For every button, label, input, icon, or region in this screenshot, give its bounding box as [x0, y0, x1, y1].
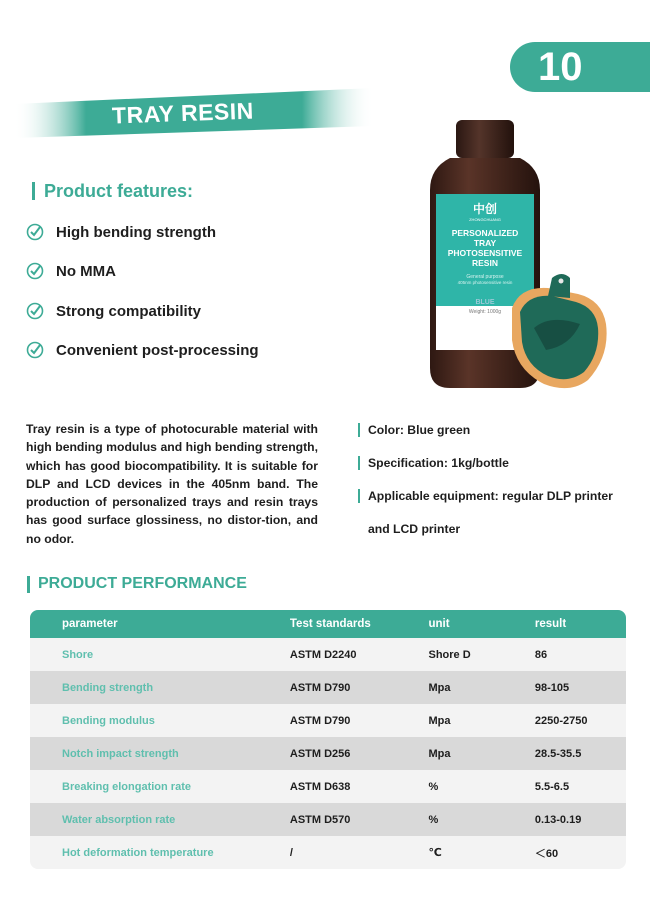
spec-equipment [358, 489, 613, 503]
page-number: 10 [510, 42, 650, 92]
spec-bar [358, 489, 360, 503]
cell-unit: ℃ [428, 847, 442, 859]
cell-parameter: Bending strength [62, 681, 154, 694]
spec-specification [358, 456, 509, 470]
label-color: BLUE [475, 299, 495, 306]
features-title: Product features: [44, 181, 194, 201]
cell-standard: / [289, 846, 293, 859]
label-line3: PHOTOSENSITIVE [447, 248, 523, 258]
table-row [30, 671, 626, 704]
check-circle-icon [26, 341, 44, 359]
table-row [30, 770, 626, 803]
cell-parameter: Bending modulus [62, 714, 155, 727]
cell-result: ＜60 [534, 847, 559, 860]
cell-result: 98-105 [534, 681, 570, 694]
table-row [30, 803, 626, 836]
product-image [420, 118, 620, 408]
cell-parameter: Shore [62, 648, 94, 661]
feature-text: Strong compatibility [56, 302, 202, 320]
spec-bar [358, 456, 360, 470]
cell-standard: ASTM D256 [289, 747, 351, 760]
table-row [30, 638, 626, 671]
spec-bar [358, 423, 360, 437]
cell-standard: ASTM D2240 [289, 648, 357, 661]
cell-result: 28.5-35.5 [534, 747, 582, 760]
feature-text: High bending strength [56, 223, 216, 241]
features-bar [32, 182, 35, 200]
label-line4: RESIN [472, 258, 498, 268]
label-sub2: 405nm photosensitive resin [457, 280, 513, 285]
cell-result: 0.13-0.19 [534, 813, 582, 826]
header-result: result [534, 618, 567, 630]
performance-title: PRODUCT PERFORMANCE [38, 575, 247, 592]
cell-unit: Mpa [428, 747, 451, 760]
label-weight: Weight: 1000g [468, 309, 502, 315]
cell-parameter: Hot deformation temperature [62, 846, 214, 859]
spec-color [358, 423, 470, 437]
cell-standard: ASTM D638 [289, 780, 351, 793]
spec-equipment-text: Applicable equipment: regular DLP printer [368, 489, 613, 503]
feature-item [26, 262, 116, 280]
spec-color-text: Color: Blue green [368, 423, 471, 437]
product-description: Tray resin is a type of photocurable material with high bending modulus and high bending strength, which has good biocompatibility. It is suitable for DLP and LCD devices in the 405nm band. The production of personalized trays and resin trays has good surface glossiness, no distor-tion, and no odor. [26, 422, 318, 546]
cell-parameter: Breaking elongation rate [62, 780, 191, 793]
cell-standard: ASTM D790 [289, 681, 351, 694]
spec-equipment-text-2: and LCD printer [368, 522, 461, 536]
banner-title: TRAY RESIN [111, 97, 255, 129]
header-parameter: parameter [62, 618, 118, 630]
feature-item [26, 341, 259, 359]
spec-specification-text: Specification: 1kg/bottle [368, 456, 509, 470]
cell-unit: % [428, 780, 439, 793]
cell-parameter: Notch impact strength [62, 747, 179, 760]
brand-sub: ZHONGCHUANG [469, 217, 501, 222]
spec-equipment-cont [368, 522, 460, 536]
label-sub1: General purpose [466, 274, 504, 280]
check-circle-icon [26, 302, 44, 320]
table-row [30, 737, 626, 770]
table-row [30, 704, 626, 737]
header-test-standards: Test standards [289, 618, 371, 630]
feature-text: No MMA [56, 262, 116, 280]
cell-standard: ASTM D570 [289, 813, 351, 826]
table-row [30, 836, 626, 869]
performance-table [30, 610, 626, 869]
header-unit: unit [428, 618, 450, 630]
cell-unit: % [428, 813, 439, 826]
cell-result: 2250-2750 [534, 714, 588, 727]
check-circle-icon [26, 262, 44, 280]
cell-result: 86 [534, 648, 548, 661]
cell-standard: ASTM D790 [289, 714, 351, 727]
performance-bar [27, 576, 30, 593]
label-line1: PERSONALIZED [451, 228, 519, 238]
cell-result: 5.5-6.5 [534, 780, 570, 793]
check-circle-icon [26, 223, 44, 241]
cell-unit: Mpa [428, 681, 451, 694]
cell-parameter: Water absorption rate [62, 813, 176, 826]
feature-text: Convenient post-processing [56, 341, 259, 359]
label-line2: TRAY [473, 238, 497, 248]
feature-item [26, 223, 216, 241]
cell-unit: Shore D [428, 648, 471, 661]
brand-logo: 中创 [472, 202, 497, 216]
feature-item [26, 302, 201, 320]
cell-unit: Mpa [428, 714, 451, 727]
table-header [30, 610, 626, 638]
